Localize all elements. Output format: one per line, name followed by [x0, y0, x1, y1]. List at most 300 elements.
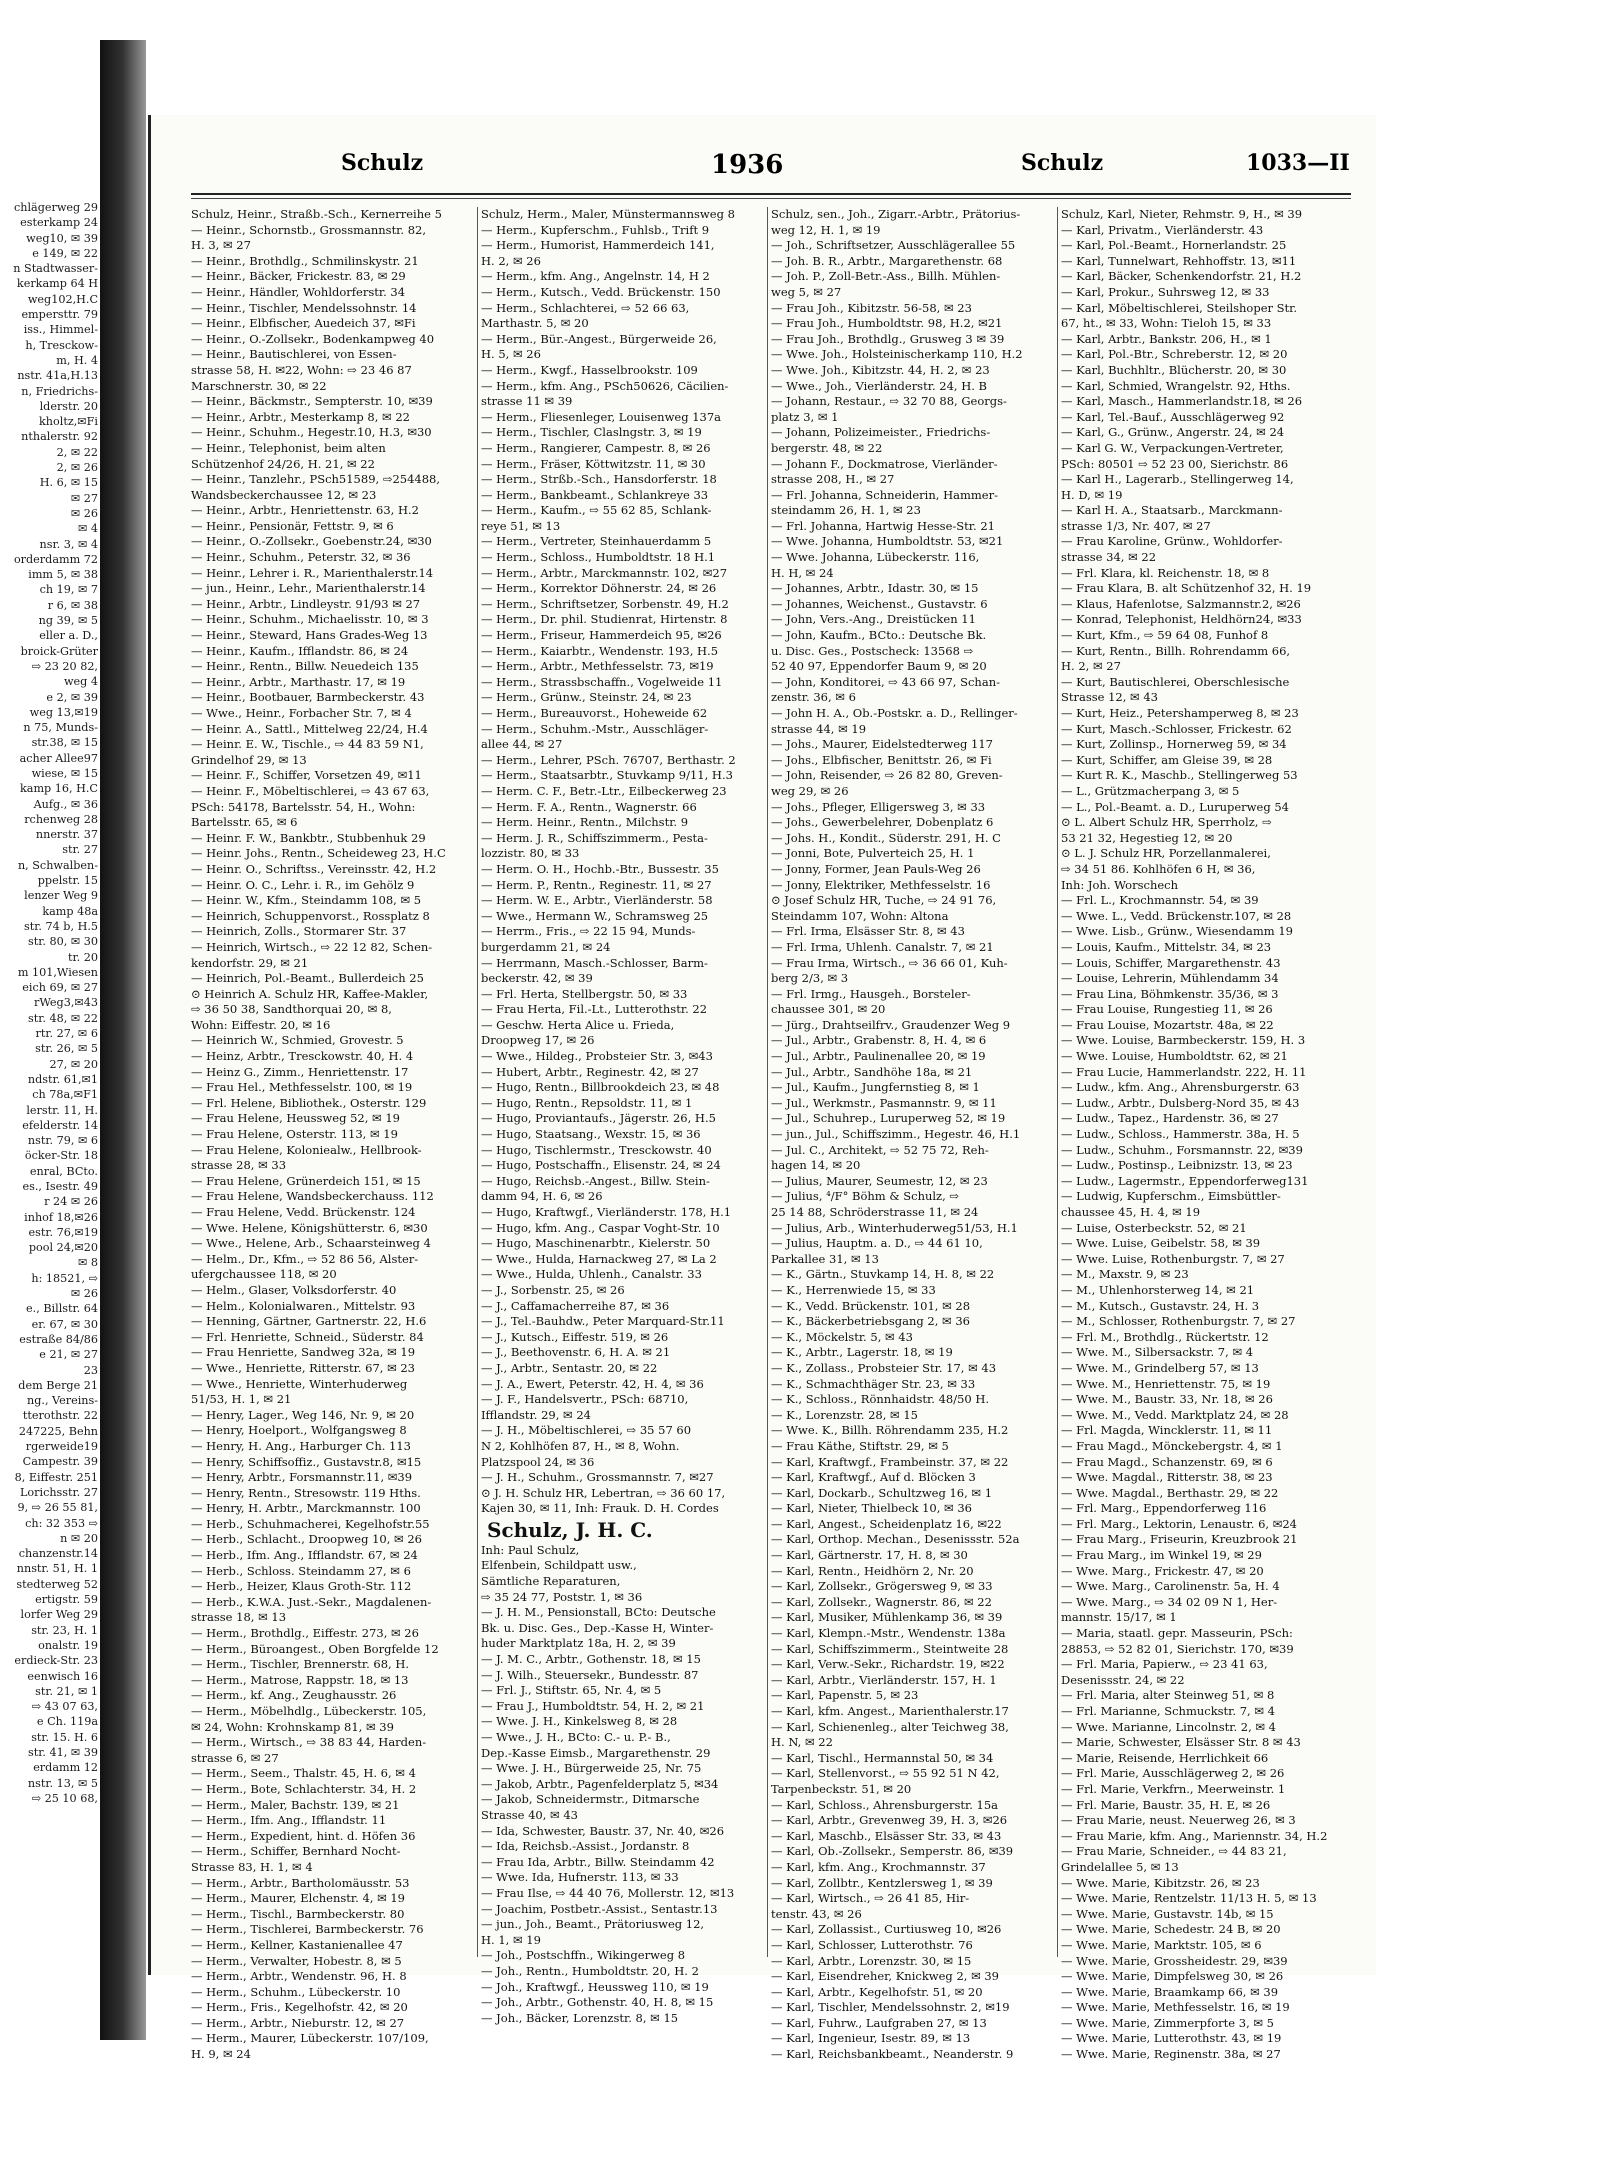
header-year: 1936: [711, 150, 784, 180]
directory-entry-line: Schulz, Karl, Nieter, Rehmstr. 9, H., ✉ 39: [1061, 207, 1303, 221]
facing-page-line: ✉ 26: [70, 1287, 98, 1301]
directory-entry-line: bergerstr. 48, ✉ 22: [771, 440, 883, 455]
directory-entry-line: — Karl, kfm. Ang., Krochmannstr. 37: [771, 1859, 986, 1874]
directory-entry-line: — Karl H. A., Staatsarb., Marckmann-: [1061, 503, 1283, 518]
directory-entry-line: — M., Kutsch., Gustavstr. 24, H. 3: [1061, 1298, 1260, 1313]
facing-page-line: Campestr. 39: [22, 1455, 98, 1469]
directory-entry-line: — Heinrich, Pol.-Beamt., Bullerdeich 25: [191, 971, 424, 986]
facing-page-line: er. 67, ✉ 30: [31, 1317, 98, 1331]
directory-entry-line: — M., Schlosser, Rothenburgstr. 7, ✉ 27: [1061, 1314, 1296, 1329]
directory-entry-line: H. D, ✉ 19: [1061, 487, 1123, 502]
facing-page-line: estraße 84/86: [19, 1332, 98, 1346]
directory-entry-line: — Herm., Kwgf., Hasselbrookstr. 109: [481, 362, 698, 377]
facing-page-line: str. 80, ✉ 30: [28, 935, 98, 949]
directory-entry-line: — Jul. C., Architekt, ⇨ 52 75 72, Reh-: [771, 1142, 989, 1157]
directory-entry-line: — Wwe., Joh., Vierländerstr. 24, H. B: [771, 378, 987, 393]
directory-entry-line: — Frau Marie, Schneider., ⇨ 44 83 21,: [1061, 1844, 1287, 1859]
directory-entry-line: H. 1, ✉ 19: [481, 1932, 541, 1947]
directory-entry-line: Marthastr. 5, ✉ 20: [481, 316, 589, 331]
directory-entry-line: — Joh. P., Zoll-Betr.-Ass., Billh. Mühlen-: [771, 269, 1001, 284]
directory-entry-line: — Karl, Arbtr., Lorenzstr. 30, ✉ 15: [771, 1953, 972, 1968]
directory-entry-line: — Herm., kfm. Ang., PSch50626, Cäcilien-: [481, 378, 729, 393]
directory-entry-line: Tarpenbeckstr. 51, ✉ 20: [771, 1781, 912, 1796]
directory-entry-line: — Frl. Marie, Ausschlägerweg 2, ✉ 26: [1061, 1766, 1285, 1781]
directory-entry-line: — Frl. Marg., Lektorin, Lenaustr. 6, ✉24: [1061, 1516, 1298, 1531]
directory-entry-line: — Herm., Tischlerei, Barmbeckerstr. 76: [191, 1922, 424, 1937]
facing-page-line: lderstr. 20: [39, 399, 98, 413]
directory-entry-line: — Frl. Henriette, Schneid., Süderstr. 84: [191, 1329, 424, 1344]
facing-page-line: kholtz,✉Fi: [39, 415, 98, 429]
directory-entry-line: — Johs., Gewerbelehrer, Dobenplatz 6: [771, 815, 994, 830]
directory-entry-line: — Herm., Matrose, Rappstr. 18, ✉ 13: [191, 1672, 409, 1687]
directory-entry-line: — Kurt, Masch.-Schlosser, Frickestr. 62: [1061, 721, 1292, 736]
directory-entry-line: ⊙ Heinrich A. Schulz HR, Kaffee-Makler,: [191, 986, 429, 1001]
directory-entry-line: — Heinr., O.-Zollsekr., Goebenstr.24, ✉30: [191, 534, 432, 549]
directory-entry-line: — Herm., Humorist, Hammerdeich 141,: [481, 238, 715, 253]
directory-entry-line: N 2, Kohlhöfen 87, H., ✉ 8, Wohn.: [481, 1438, 680, 1453]
directory-entry-line: — Herm. P., Rentn., Reginestr. 11, ✉ 27: [481, 877, 712, 892]
directory-entry-line: — Herm., Fris., Kegelhofstr. 42, ✉ 20: [191, 2000, 408, 2015]
directory-entry-line: — Helm., Dr., Kfm., ⇨ 52 86 56, Alster-: [191, 1251, 419, 1266]
directory-entry-line: — Frau Joh., Kibitzstr. 56-58, ✉ 23: [771, 300, 972, 315]
facing-page-line: enral, BCto.: [29, 1164, 98, 1178]
directory-entry-line: damm 94, H. 6, ✉ 26: [481, 1189, 603, 1204]
directory-entry-line: — Julius, ⁴/F° Böhm & Schulz, ⇨: [771, 1189, 960, 1204]
directory-entry-line: — Marie, Reisende, Herrlichkeit 66: [1061, 1750, 1269, 1765]
directory-entry-line: — Heinr. Johs., Rentn., Scheideweg 23, H.C: [191, 846, 446, 861]
facing-page-line: tr. 20: [68, 950, 98, 964]
directory-entry-line: — Hugo, Postschaffn., Elisenstr. 24, ✉ 24: [481, 1158, 721, 1173]
directory-entry-line: Schützenhof 24/26, H. 21, ✉ 22: [191, 456, 375, 471]
directory-entry-line: — Herm., Maurer, Elchenstr. 4, ✉ 19: [191, 1891, 405, 1906]
directory-entry-line: — Hugo, Staatsang., Wexstr. 15, ✉ 36: [481, 1127, 701, 1142]
directory-entry-line: — Wwe. J. H., Bürgerweide 25, Nr. 75: [481, 1761, 702, 1776]
directory-entry-line: H. 2, ✉ 26: [481, 253, 541, 268]
directory-entry-line: 53 21 32, Hegestieg 12, ✉ 20: [1061, 830, 1233, 845]
directory-entry-line: — Heinr., Schuhm., Peterstr. 32, ✉ 36: [191, 550, 411, 565]
facing-page-line: e 21, ✉ 27: [39, 1348, 98, 1362]
directory-entry-line: — L., Pol.-Beamt. a. D., Luruperweg 54: [1061, 799, 1289, 814]
facing-page-line: str.38, ✉ 15: [31, 736, 98, 750]
directory-entry-line: — Johannes, Arbtr., Idastr. 30, ✉ 15: [771, 581, 979, 596]
directory-entry-line: — Frau Ilse, ⇨ 44 40 76, Mollerstr. 12, ✉13: [481, 1885, 735, 1900]
directory-entry-line: — Herm., Büroangest., Oben Borgfelde 12: [191, 1641, 439, 1656]
directory-entry-line: — Karl, Gärtnerstr. 17, H. 8, ✉ 30: [771, 1548, 968, 1563]
directory-entry-line: — Wwe. L., Vedd. Brückenstr.107, ✉ 28: [1061, 908, 1292, 923]
facing-page-line: 247225, Behn: [18, 1424, 98, 1438]
directory-entry-line: — J., Beethovenstr. 6, H. A. ✉ 21: [481, 1345, 671, 1360]
directory-entry-line: — Karl, Arbtr., Bankstr. 206, H., ✉ 1: [1061, 331, 1272, 346]
directory-entry-line: — Herm., Fräser, Köttwitzstr. 11, ✉ 30: [481, 456, 706, 471]
directory-entry-line: — Heinr., Tischler, Mendelssohnstr. 14: [191, 300, 417, 315]
directory-entry-line: — Herb., Schloss. Steindamm 27, ✉ 6: [191, 1563, 411, 1578]
directory-entry-line: — Frau Marie, neust. Neuerweg 26, ✉ 3: [1061, 1813, 1296, 1828]
directory-entry-line: — Ludw., Schloss., Hammerstr. 38a, H. 5: [1061, 1127, 1300, 1142]
directory-entry-line: chaussee 45, H. 4, ✉ 19: [1061, 1205, 1201, 1219]
facing-page-line: 8, Eiffestr. 251: [14, 1470, 98, 1484]
directory-entry-line: — Herm., Kaiarbtr., Wendenstr. 193, H.5: [481, 643, 719, 658]
directory-entry-line: — Wwe. M., Vedd. Marktplatz 24, ✉ 28: [1061, 1407, 1289, 1422]
header-left-name: Schulz: [341, 150, 424, 176]
directory-entry-line: — Karl, Pol.-Btr., Schreberstr. 12, ✉ 20: [1061, 347, 1288, 362]
directory-entry-line: — Frau Irma, Wirtsch., ⇨ 36 66 01, Kuh-: [771, 955, 1008, 970]
directory-entry-line: — Frl. Maria, Papierw., ⇨ 23 41 63,: [1061, 1657, 1268, 1672]
directory-entry-line: — J., Arbtr., Sentastr. 20, ✉ 22: [481, 1360, 658, 1375]
directory-entry-line: — Karl, Zollassist., Curtiusweg 10, ✉26: [771, 1922, 1002, 1937]
directory-entry-line: — Wwe. M., Grindelberg 57, ✉ 13: [1061, 1360, 1259, 1375]
facing-page-line: str. 15. H. 6: [31, 1730, 98, 1744]
directory-entry-line: ⊙ J. H. Schulz HR, Lebertran, ⇨ 36 60 17,: [481, 1485, 726, 1500]
directory-entry-line: — Karl, Rentn., Heidhörn 2, Nr. 20: [771, 1563, 974, 1578]
directory-entry-line: — Wwe. Marie, Methfesselstr. 16, ✉ 19: [1061, 2000, 1290, 2015]
directory-entry-line: — Kurt, Kfm., ⇨ 59 64 08, Funhof 8: [1061, 628, 1269, 643]
directory-entry-line: — Karl, Kraftwgf., Auf d. Blöcken 3: [771, 1470, 976, 1485]
facing-page-fragment: [0, 0, 146, 2177]
directory-entry-line: — Jakob, Schneidermstr., Ditmarsche: [481, 1792, 700, 1807]
directory-entry-line: — Herb., K.W.A. Just.-Sekr., Magdalenen-: [191, 1594, 432, 1609]
facing-page-line: Lorichsstr. 27: [19, 1485, 98, 1499]
directory-entry-line: — Herm., Bote, Schlachterstr. 34, H. 2: [191, 1781, 417, 1796]
directory-entry-line: — Karl, Papenstr. 5, ✉ 23: [771, 1688, 919, 1703]
directory-entry-line: — Frl. Irma, Uhlenh. Canalstr. 7, ✉ 21: [771, 939, 994, 954]
directory-entry-line: — Karl, Masch., Hammerlandstr.18, ✉ 26: [1061, 394, 1303, 409]
directory-entry-line: — Heinrich, Wirtsch., ⇨ 22 12 82, Schen-: [191, 939, 433, 954]
directory-entry-line: — Karl, Schloss., Ahrensburgerstr. 15a: [771, 1797, 998, 1812]
directory-entry-line: — J. H. M., Pensionstall, BCto: Deutsche: [481, 1605, 716, 1620]
facing-page-line: broick-Grüter: [20, 644, 98, 658]
directory-entry-line: — Joh., Bäcker, Lorenzstr. 8, ✉ 15: [481, 2010, 679, 2025]
directory-entry-line: — Karl, Nieter, Thielbeck 10, ✉ 36: [771, 1501, 972, 1516]
directory-entry-line: — Joh., Kraftwgf., Heussweg 110, ✉ 19: [481, 1979, 709, 1994]
facing-page-line: efelderstr. 14: [22, 1118, 98, 1132]
facing-page-line: erdamm 12: [33, 1761, 98, 1775]
facing-page-line: 2, ✉ 22: [56, 445, 98, 459]
facing-page-line: kamp 16, H.C: [20, 782, 98, 796]
directory-entry-line: — Karl, Zollsekr., Grögersweg 9, ✉ 33: [771, 1579, 993, 1594]
facing-page-line: weg102,H.C: [27, 292, 98, 306]
directory-entry-line: platz 3, ✉ 1: [771, 409, 839, 424]
facing-page-line: rgerweide19: [25, 1440, 98, 1454]
facing-page-line: ✉ 4: [77, 522, 98, 536]
directory-entry-line: — Heinr. F., Schiffer, Vorsetzen 49, ✉11: [191, 768, 422, 783]
directory-entry-line: — Wwe. Marg., ⇨ 34 02 09 N 1, Her-: [1061, 1594, 1278, 1609]
directory-entry-line: PSch: 54178, Bartelsstr. 54, H., Wohn:: [191, 799, 416, 814]
directory-entry-line: — Joh., Arbtr., Gothenstr. 40, H. 8, ✉ 15: [481, 1995, 714, 2010]
directory-entry-line: — M., Uhlenhorsterweg 14, ✉ 21: [1061, 1282, 1255, 1297]
directory-entry-line: — Herm. F. A., Rentn., Wagnerstr. 66: [481, 799, 697, 814]
directory-entry-line: — Karl, Tischl., Hermannstal 50, ✉ 34: [771, 1750, 994, 1765]
facing-page-line: ✉ 26: [70, 506, 98, 520]
directory-entry-line: — Herm., Maurer, Lübeckerstr. 107/109,: [191, 2031, 429, 2046]
directory-entry-line: — Jonny, Former, Jean Pauls-Weg 26: [771, 861, 981, 876]
directory-entry-line: — K., Bäckerbetriebsgang 2, ✉ 36: [771, 1314, 970, 1329]
directory-entry-line: — Hugo, kfm. Ang., Caspar Voght-Str. 10: [481, 1220, 720, 1235]
facing-page-line: nsr. 3, ✉ 4: [39, 537, 98, 551]
directory-entry-line: — Johs., Pfleger, Elligersweg 3, ✉ 33: [771, 799, 986, 814]
directory-entry-line: — Wwe. M., Henriettenstr. 75, ✉ 19: [1061, 1376, 1271, 1391]
directory-entry-line: — John, Konditorei, ⇨ 43 66 97, Schan-: [771, 674, 1000, 689]
directory-entry-line: — Frau Helene, Vedd. Brückenstr. 124: [191, 1205, 416, 1219]
directory-entry-line: — Wwe. Marie, Marktstr. 105, ✉ 6: [1061, 1937, 1262, 1952]
directory-entry-line: — J. F., Handelsvertr., PSch: 68710,: [481, 1392, 689, 1407]
directory-column-2: [481, 207, 763, 2025]
directory-entry-line: Bk. u. Disc. Ges., Dep.-Kasse H, Winter-: [481, 1620, 714, 1635]
directory-entry-line: — Herm., Schriftsetzer, Sorbenstr. 49, H.2: [481, 596, 729, 611]
directory-entry-line: — Karl H., Lagerarb., Stellingerweg 14,: [1061, 472, 1294, 487]
directory-entry-line: — Wwe. Marg., Carolinenstr. 5a, H. 4: [1061, 1579, 1280, 1594]
directory-entry-line: 51/53, H. 1, ✉ 21: [191, 1392, 292, 1407]
directory-entry-line: — Hugo, Kraftwgf., Vierländerstr. 178, H.1: [481, 1205, 732, 1219]
directory-entry-line: — Karl, Pol.-Beamt., Hornerlandstr. 25: [1061, 238, 1287, 253]
facing-page-line: 23: [83, 1363, 98, 1377]
directory-entry-line: — Wwe. Helene, Königshütterstr. 6, ✉30: [191, 1220, 428, 1235]
directory-entry-line: — Heinr., Arbtr., Marthastr. 17, ✉ 19: [191, 674, 406, 689]
directory-entry-line: — J., Kutsch., Eiffestr. 519, ✉ 26: [481, 1329, 669, 1344]
directory-entry-line: — Heinr. A., Sattl., Mittelweg 22/24, H.4: [191, 721, 428, 736]
directory-entry-line: — Wwe., Henriette, Winterhuderweg: [191, 1376, 408, 1391]
facing-page-line: str. 74 b, H.5: [24, 919, 98, 933]
directory-entry-line: — John, Kaufm., BCto.: Deutsche Bk.: [771, 628, 987, 643]
directory-entry-line: — Wwe. Marie, Grossheidestr. 29, ✉39: [1061, 1953, 1288, 1968]
directory-entry-line: — K., Möckelstr. 5, ✉ 43: [771, 1329, 913, 1344]
directory-entry-line: — Karl, Schmied, Wrangelstr. 92, Hths.: [1061, 378, 1291, 393]
header-page-number: 1033—II: [1246, 150, 1350, 176]
directory-entry-line: — Louis, Kaufm., Mittelstr. 34, ✉ 23: [1061, 939, 1272, 954]
directory-entry-line: — Heinr., Steward, Hans Grades-Weg 13: [191, 628, 428, 643]
directory-entry-line: — Herm., kfm. Ang., Angelnstr. 14, H 2: [481, 269, 710, 284]
directory-entry-line: — Heinr., Arbtr., Henriettenstr. 63, H.2: [191, 503, 419, 518]
header-rule: [191, 193, 1351, 195]
facing-page-line: eich 69, ✉ 27: [22, 981, 98, 995]
directory-entry-line: — Herm., Strassbschaffn., Vogelweide 11: [481, 674, 723, 689]
directory-entry-line: — Frl. Helene, Bibliothek., Osterstr. 129: [191, 1095, 427, 1110]
directory-entry-line: — Karl, Buchhltr., Blücherstr. 20, ✉ 30: [1061, 362, 1287, 377]
directory-entry-line: — Kurt, Rentn., Billh. Rohrendamm 66,: [1061, 643, 1291, 658]
directory-entry-line: — Herm., Grünw., Steinstr. 24, ✉ 23: [481, 690, 692, 705]
directory-entry-line: H. 3, ✉ 27: [191, 238, 251, 253]
directory-entry-line: — Herm., Kaufm., ⇨ 55 62 85, Schlank-: [481, 503, 712, 518]
directory-entry-line: — Frau Klara, B. alt Schützenhof 32, H. 19: [1061, 581, 1312, 596]
facing-page-line: n 75, Munds-: [23, 721, 98, 735]
directory-entry-line: — Frl. Irma, Elsässer Str. 8, ✉ 43: [771, 924, 965, 939]
directory-entry-line: — Wwe. Marie, Dimpfelsweg 30, ✉ 26: [1061, 1969, 1284, 1984]
facing-page-line: ng., Vereins-: [27, 1394, 98, 1408]
directory-entry-line: — Karl, Arbtr., Kegelhofstr. 51, ✉ 20: [771, 1984, 983, 1999]
directory-entry-line: — Hugo, Rentn., Billbrookdeich 23, ✉ 48: [481, 1080, 720, 1095]
directory-entry-line: — Herm., Lehrer, PSch. 76707, Berthastr. 2: [481, 752, 736, 767]
directory-entry-line: — Karl, Prokur., Suhrsweg 12, ✉ 33: [1061, 284, 1270, 299]
directory-entry-line: tenstr. 43, ✉ 26: [771, 1906, 862, 1921]
directory-entry-line: — Wwe., Hulda, Harnackweg 27, ✉ La 2: [481, 1251, 717, 1266]
column-divider: [767, 207, 768, 1957]
directory-entry-line: — Heinr., Schornstb., Grossmannstr. 82,: [191, 222, 427, 237]
directory-entry-line: — Herm., Arbtr., Marckmannstr. 102, ✉27: [481, 565, 728, 580]
facing-page-line: ertigstr. 59: [35, 1593, 98, 1607]
directory-entry-line: — K., Vedd. Brückenstr. 101, ✉ 28: [771, 1298, 971, 1313]
directory-entry-line: — Frau Henriette, Sandweg 32a, ✉ 19: [191, 1345, 416, 1360]
directory-entry-line: — Kurt R. K., Maschb., Stellingerweg 53: [1061, 768, 1298, 783]
directory-entry-line: — Julius, Maurer, Seumestr, 12, ✉ 23: [771, 1173, 988, 1188]
directory-entry-line: — John H. A., Ob.-Postskr. a. D., Rellinger-: [771, 706, 1018, 720]
directory-entry-line: — Frau J., Humboldtstr. 54, H. 2, ✉ 21: [481, 1698, 705, 1713]
facing-page-line: tterothstr. 22: [22, 1409, 98, 1423]
directory-entry-line: — Karl, Möbeltischlerei, Steilshoper Str.: [1061, 300, 1298, 315]
directory-entry-line: — Jul., Arbtr., Grabenstr. 8, H. 4, ✉ 6: [771, 1033, 987, 1048]
directory-entry-line: — Joh., Postschffn., Wikingerweg 8: [481, 1948, 686, 1963]
directory-entry-line: — Heinrich W., Schmied, Grovestr. 5: [191, 1033, 404, 1048]
directory-entry-line: — J. H., Möbeltischlerei, ⇨ 35 57 60: [481, 1423, 692, 1438]
directory-entry-line: — Herb., Schuhmacherei, Kegelhofstr.55: [191, 1516, 430, 1531]
directory-entry-line: — Henry, Schiffsoffiz., Gustavstr.8, ✉15: [191, 1454, 422, 1469]
directory-entry-line: u. Disc. Ges., Postscheck: 13568 ⇨: [771, 643, 974, 658]
directory-entry-line: — Jul., Schuhrep., Luruperweg 52, ✉ 19: [771, 1111, 1006, 1126]
directory-entry-line: — Wwe. Marie, Reginenstr. 38a, ✉ 27: [1061, 2047, 1281, 2062]
directory-entry-line: — Wwe. Marie, Kibitzstr. 26, ✉ 23: [1061, 1875, 1260, 1890]
directory-entry-line: — K., Schloss., Rönnhaidstr. 48/50 H.: [771, 1392, 990, 1407]
directory-entry-line: — John, Vers.-Ang., Dreistücken 11: [771, 612, 976, 627]
facing-page-line: ⇨ 23 20 82,: [31, 659, 98, 673]
directory-entry-line: strasse 1/3, Nr. 407, ✉ 27: [1061, 518, 1211, 533]
directory-entry-line: — Karl, Wirtsch., ⇨ 26 41 85, Hir-: [771, 1891, 970, 1906]
directory-entry-line: — Hugo, Reichsb.-Angest., Billw. Stein-: [481, 1173, 710, 1188]
directory-entry-line: — Karl, Zollbtr., Kentzlersweg 1, ✉ 39: [771, 1875, 993, 1890]
directory-entry-line: — J., Sorbenstr. 25, ✉ 26: [481, 1282, 625, 1297]
directory-entry-line: — Wwe. K., Billh. Röhrendamm 235, H.2: [771, 1423, 1009, 1438]
column-divider: [477, 207, 478, 1957]
directory-entry-line: zenstr. 36, ✉ 6: [771, 690, 856, 705]
directory-entry-line: — Jonni, Bote, Pulverteich 25, H. 1: [771, 846, 975, 861]
directory-entry-line: — Frau Marg., im Winkel 19, ✉ 29: [1061, 1548, 1262, 1563]
directory-entry-line: — Heinr., Lehrer i. R., Marienthalerstr.14: [191, 565, 434, 580]
directory-entry-line: — Karl, Privatm., Vierländerstr. 43: [1061, 222, 1264, 237]
facing-page-line: lerstr. 11, H.: [26, 1103, 98, 1117]
directory-entry-line: — Frl. Marianne, Schmuckstr. 7, ✉ 4: [1061, 1704, 1275, 1718]
directory-entry-line: — Herm., Arbtr., Methfesselstr. 73, ✉19: [481, 659, 714, 674]
directory-entry-line: — Karl, Eisendreher, Knickweg 2, ✉ 39: [771, 1969, 1000, 1984]
directory-entry-line: — Frau Helene, Heussweg 52, ✉ 19: [191, 1111, 400, 1126]
directory-entry-line: Grindelhof 29, ✉ 13: [191, 752, 307, 767]
facing-page-line: str. 21, ✉ 1: [35, 1684, 98, 1698]
directory-entry-line: Schulz, Herm., Maler, Münstermannsweg 8: [481, 207, 735, 221]
directory-entry-line: ⇨ 35 24 77, Poststr. 1, ✉ 36: [481, 1589, 643, 1604]
directory-entry-line: ⊙ Josef Schulz HR, Tuche, ⇨ 24 91 76,: [771, 893, 997, 908]
directory-entry-line: — Ludw., Arbtr., Dulsberg-Nord 35, ✉ 43: [1061, 1095, 1300, 1110]
facing-page-line: str. 23, H. 1: [31, 1623, 98, 1637]
directory-entry-line: — Karl, kfm. Angest., Marienthalerstr.17: [771, 1704, 1009, 1718]
directory-entry-line: — J. M. C., Arbtr., Gothenstr. 18, ✉ 15: [481, 1652, 701, 1667]
directory-entry-line: — J. Wilh., Steuersekr., Bundesstr. 87: [481, 1667, 699, 1682]
facing-page-line: estr. 76,✉19: [28, 1225, 98, 1239]
directory-entry-line: — Jul., Arbtr., Paulinenallee 20, ✉ 19: [771, 1049, 986, 1064]
directory-entry-line: — Wwe. Magdal., Berthastr. 29, ✉ 22: [1061, 1485, 1279, 1500]
facing-page-line: nnstr. 51, H. 1: [16, 1562, 98, 1576]
directory-entry-line: — Marie, Schwester, Elsässer Str. 8 ✉ 43: [1061, 1735, 1301, 1750]
directory-entry-line: — Luise, Osterbeckstr. 52, ✉ 21: [1061, 1220, 1247, 1235]
directory-entry-line: — Herm., Kupferschm., Fuhlsb., Trift 9: [481, 222, 710, 237]
directory-entry-line: — Herm., Kellner, Kastanienallee 47: [191, 1937, 403, 1952]
directory-entry-line: 67, ht., ✉ 33, Wohn: Tieloh 15, ✉ 33: [1061, 316, 1272, 331]
directory-entry-line: — Julius, Hauptm. a. D., ⇨ 44 61 10,: [771, 1236, 983, 1251]
directory-entry-line: — Frau Louise, Mozartstr. 48a, ✉ 22: [1061, 1017, 1274, 1032]
directory-entry-line: — Maria, staatl. gepr. Masseurin, PSch:: [1061, 1626, 1293, 1641]
directory-entry-line: H. 2, ✉ 27: [1061, 659, 1121, 674]
directory-entry-line: — Herm., Expedient, hint. d. Höfen 36: [191, 1828, 416, 1843]
directory-entry-line: — Herm., Schuhm.-Mstr., Ausschläger-: [481, 721, 709, 736]
directory-entry-line: — Herm. O. H., Hochb.-Btr., Bussestr. 35: [481, 861, 719, 876]
facing-page-line: empersttr. 79: [21, 308, 98, 322]
directory-entry-line: — Henry, Arbtr., Forsmannstr.11, ✉39: [191, 1470, 413, 1485]
directory-entry-line: — Heinr., Brothdlg., Schmilinskystr. 21: [191, 253, 419, 268]
directory-entry-line: — Heinr., Rentn., Billw. Neuedeich 135: [191, 659, 419, 674]
directory-entry-line: — Frl. Marg., Eppendorferweg 116: [1061, 1501, 1267, 1516]
facing-page-line: ✉ 8: [77, 1256, 98, 1270]
directory-entry-line: Droopweg 17, ✉ 26: [481, 1033, 595, 1048]
directory-entry-line: Sämtliche Reparaturen,: [481, 1574, 621, 1589]
directory-entry-line: — jun., Heinr., Lehr., Marienthalerstr.14: [191, 581, 426, 596]
directory-entry-line: — Herm., Korrektor Döhnerstr. 24, ✉ 26: [481, 581, 717, 596]
directory-entry-line: — Heinr., Schuhm., Hegestr.10, H.3, ✉30: [191, 425, 432, 440]
facing-page-line: n Stadtwasser-: [13, 262, 98, 276]
book-gutter-shadow: [100, 40, 146, 2040]
directory-entry-line: — Heinr. F. W., Bankbtr., Stubbenhuk 29: [191, 830, 426, 845]
directory-entry-line: — Heinr., Bäckmstr., Sempterstr. 10, ✉39: [191, 394, 433, 409]
facing-page-line: str. 48, ✉ 22: [28, 1011, 98, 1025]
directory-entry-line: — Herm., Möbelhdlg., Lübeckerstr. 105,: [191, 1704, 427, 1718]
facing-page-line: h, Tresckow-: [25, 338, 98, 352]
directory-entry-line: — Joh., Rentn., Humboldtstr. 20, H. 2: [481, 1963, 699, 1978]
directory-entry-line: — Frau Magd., Schanzenstr. 69, ✉ 6: [1061, 1454, 1273, 1469]
directory-column-4: [1061, 207, 1343, 2062]
directory-entry-line: — Heinr., Bautischlerei, von Essen-: [191, 347, 397, 362]
directory-entry-line: Desenissstr. 24, ✉ 22: [1061, 1672, 1185, 1687]
directory-entry-line: — Klaus, Hafenlotse, Salzmannstr.2, ✉26: [1061, 596, 1301, 611]
directory-entry-line: — Jürg., Drahtseilfrv., Graudenzer Weg 9: [771, 1017, 1011, 1032]
directory-entry-line: — Heinrich, Schuppenvorst., Rossplatz 8: [191, 908, 430, 923]
directory-entry-line: — Johannes, Weichenst., Gustavstr. 6: [771, 596, 988, 611]
directory-entry-line: — Heinr. O. C., Lehr. i. R., im Gehölz 9: [191, 877, 415, 892]
directory-entry-line: — Wwe. Joh., Holsteinischerkamp 110, H.2: [771, 347, 1023, 362]
directory-entry-line: — Karl, Arbtr., Vierländerstr. 157, H. 1: [771, 1672, 997, 1687]
directory-entry-line: — Joh., Schriftsetzer, Ausschlägerallee 55: [771, 238, 1016, 253]
facing-page-line: erdieck-Str. 23: [14, 1654, 98, 1668]
facing-page-line: kamp 48a: [42, 904, 98, 918]
directory-entry-line: — Frau Helene, Koloniealw., Hellbrook-: [191, 1142, 422, 1157]
directory-entry-line: mannstr. 15/17, ✉ 1: [1061, 1610, 1177, 1625]
directory-entry-line: — Karl, Schienenleg., alter Teichweg 38,: [771, 1719, 1009, 1734]
facing-page-line: weg 4: [63, 675, 98, 689]
directory-entry-line: — jun., Jul., Schiffszimm., Hegestr. 46, H.1: [771, 1127, 1021, 1142]
directory-entry-line: — Wwe. Joh., Kibitzstr. 44, H. 2, ✉ 23: [771, 362, 990, 377]
directory-entry-line: hagen 14, ✉ 20: [771, 1158, 861, 1173]
directory-entry-line: — Wwe. Marie, Schedestr. 24 B, ✉ 20: [1061, 1922, 1281, 1937]
directory-entry-line: Parkallee 31, ✉ 13: [771, 1251, 879, 1266]
facing-page-line: ppelstr. 15: [37, 874, 98, 888]
directory-entry-line: — Heinrich, Zolls., Stormarer Str. 37: [191, 924, 407, 939]
facing-page-line: nstr. 13, ✉ 5: [27, 1776, 98, 1790]
directory-entry-line: strasse 44, ✉ 19: [771, 721, 867, 736]
facing-page-line: str. 26, ✉ 5: [35, 1042, 98, 1056]
directory-column-3: [771, 207, 1053, 2062]
header-rule-thin: [191, 198, 1351, 199]
directory-entry-line: — Ludwig, Kupferschm., Eimsbüttler-: [1061, 1189, 1281, 1204]
directory-entry-line: — Ludw., kfm. Ang., Ahrensburgerstr. 63: [1061, 1080, 1300, 1095]
directory-entry-line: — Herm., Friseur, Hammerdeich 95, ✉26: [481, 628, 722, 643]
facing-page-line: eenwisch 16: [27, 1669, 98, 1683]
facing-page-line: nstr. 79, ✉ 6: [27, 1134, 98, 1148]
facing-page-line: weg10, ✉ 39: [26, 231, 98, 245]
directory-entry-line: — Frl. Johanna, Schneiderin, Hammer-: [771, 487, 998, 502]
directory-entry-line: — Wwe. M., Baustr. 33, Nr. 18, ✉ 26: [1061, 1392, 1273, 1407]
